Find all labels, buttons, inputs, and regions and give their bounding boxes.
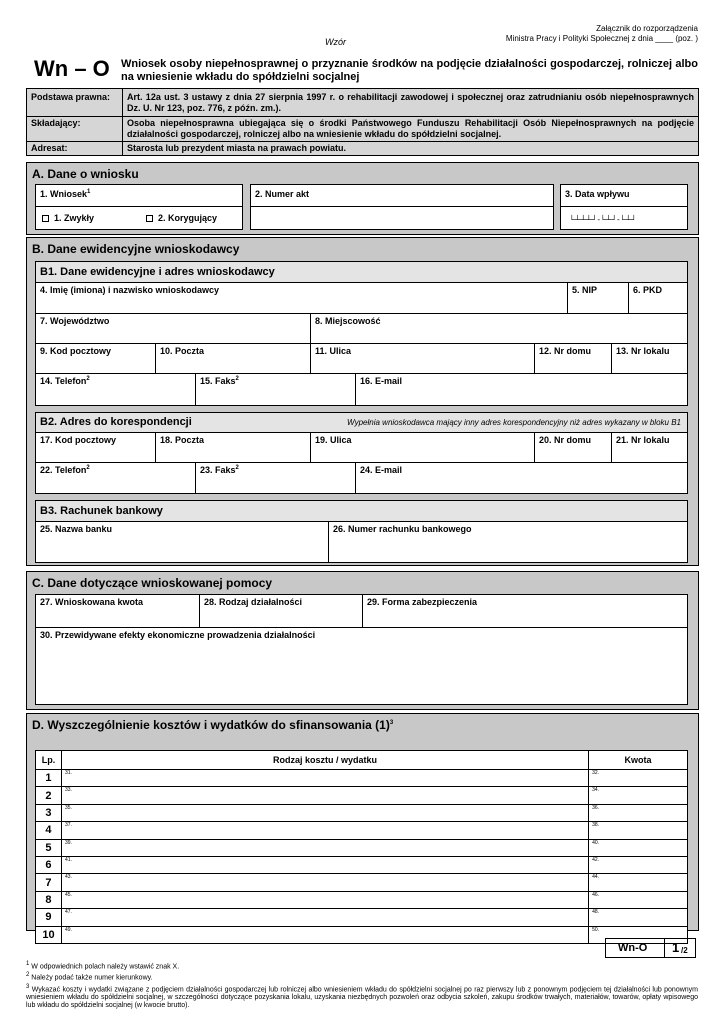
cost-type-cell[interactable]: 37.	[61, 822, 588, 839]
b1-fields	[35, 282, 688, 406]
table-row	[36, 874, 688, 891]
footnote-3-text: Wykazać koszty i wydatki związane z podjęciem działalności gospodarczej lub rolniczej albo wniesieniem wkładu do spółdzielni socjalnej po raz pierwszy lub z ponownym podjęciem tej działalności lub ponownym wniesieniem wkładu do spółdzielni socjalnej, w szczególności dotyczące pozyskania lokalu, uzyskania niezbędnych pozwoleń oraz odbycia szkoleń, zakupu środków trwałych, materiałów, towarów, opłaty wpisowego lub wkładu do spółdzielni socjalnej (w kwocie brutto).	[26, 985, 698, 1009]
footnote-1-text: W odpowiednich polach należy wstawić znak X.	[31, 963, 180, 971]
footnote-ref: 2	[86, 465, 90, 471]
field-6-label: 6. PKD	[633, 285, 663, 295]
b2-header	[35, 412, 688, 433]
field-24-label: 24. E-mail	[360, 465, 403, 475]
section-a-title: A. Dane o wniosku	[32, 167, 139, 181]
nip-field[interactable]	[568, 283, 629, 314]
row-number: 7	[36, 874, 62, 891]
wzor-label: Wzór	[325, 37, 346, 47]
b3-title: B3. Rachunek bankowy	[40, 505, 163, 517]
table-row	[36, 926, 688, 943]
footnote-ref: 2	[235, 376, 239, 382]
row-number: 5	[36, 839, 62, 856]
page-number: 1	[672, 940, 680, 955]
amount-cell[interactable]: 38.	[589, 822, 688, 839]
form-page-box	[605, 938, 696, 958]
footnote-2	[26, 971, 698, 982]
house-number-field[interactable]	[535, 344, 612, 374]
bank-account-field[interactable]	[329, 522, 688, 563]
field-19-label: 19. Ulica	[315, 435, 352, 445]
cost-type-cell[interactable]: 47.	[61, 909, 588, 926]
field-12-label: 12. Nr domu	[539, 346, 592, 356]
option-correcting-label: 2. Korygujący	[158, 213, 218, 223]
field-23-label: 23. Faks	[200, 465, 236, 475]
section-c	[26, 571, 699, 710]
addressee-value: Starosta lub prezydent miasta na prawach powiatu.	[127, 143, 347, 153]
form-code: Wn – O	[34, 56, 110, 81]
cost-type-cell[interactable]: 31.	[61, 770, 588, 787]
addressee-label: Adresat:	[31, 143, 68, 153]
date-mask: └┴┴┴┘-└┴┘-└┴┘	[569, 215, 637, 224]
row-number: 9	[36, 909, 62, 926]
option-regular-label: 1. Zwykły	[54, 213, 95, 223]
field-30-label: 30. Przewidywane efekty ekonomiczne prowadzenia działalności	[40, 630, 316, 640]
amount-cell[interactable]: 36.	[589, 804, 688, 821]
b2-fields	[35, 432, 688, 494]
email-field[interactable]	[356, 374, 688, 406]
field-11-label: 11. Ulica	[315, 346, 352, 356]
collateral-field[interactable]	[363, 595, 688, 628]
row-number: 2	[36, 787, 62, 804]
phone-field[interactable]	[36, 374, 196, 406]
legal-basis-box	[26, 88, 699, 156]
field-16-label: 16. E-mail	[360, 376, 403, 386]
b1-title: B1. Dane ewidencyjne i adres wnioskodawcy	[40, 266, 275, 278]
row-number: 4	[36, 822, 62, 839]
footnotes	[26, 960, 698, 1010]
field-13-label: 13. Nr lokalu	[616, 346, 670, 356]
field-28-label: 28. Rodzaj działalności	[204, 597, 303, 607]
b3-header	[35, 500, 688, 522]
section-b-title: B. Dane ewidencyjne wnioskodawcy	[32, 242, 240, 256]
footnote-ref: 2	[235, 465, 239, 471]
submitter-value: Osoba niepełnosprawna ubiegająca się o środki Państwowego Funduszu Rehabilitacji Osób Niepełnosprawnych na podjęcie działalności gospodarczej, rolniczej albo na wniesienie wkładu do spółdzielni socjalnej.	[127, 118, 694, 139]
field-22-label: 22. Telefon	[40, 465, 87, 475]
checkbox-regular-icon[interactable]	[42, 215, 49, 222]
cost-type-cell[interactable]: 41.	[61, 856, 588, 873]
corr-postal-code-field[interactable]	[36, 433, 156, 463]
table-row	[36, 822, 688, 839]
table-row	[36, 891, 688, 908]
receipt-date-field[interactable]	[560, 184, 688, 230]
corr-phone-field[interactable]	[36, 463, 196, 494]
footnote-ref: 2	[86, 376, 90, 382]
row-number: 8	[36, 891, 62, 908]
post-office-field[interactable]	[156, 344, 311, 374]
cost-type-cell[interactable]: 35.	[61, 804, 588, 821]
amount-cell[interactable]: 32.	[589, 770, 688, 787]
annex-line-1: Załącznik do rozporządzenia	[596, 24, 698, 33]
locality-field[interactable]	[311, 314, 688, 344]
option-correcting[interactable]	[146, 213, 217, 223]
b1-header	[35, 261, 688, 283]
bank-name-field[interactable]	[36, 522, 329, 563]
field-9-label: 9. Kod pocztowy	[40, 346, 112, 356]
field-27-label: 27. Wnioskowana kwota	[40, 597, 144, 607]
amount-cell[interactable]: 42.	[589, 856, 688, 873]
costs-table	[35, 750, 688, 944]
table-row	[36, 787, 688, 804]
checkbox-correcting-icon[interactable]	[146, 215, 153, 222]
b2-title: B2. Adres do korespondencji	[40, 416, 192, 428]
submitter-label: Składający:	[31, 118, 81, 128]
b2-note: Wypełnia wnioskodawca mający inny adres korespondencyjny niż adres wykazany w bloku B1	[347, 418, 681, 427]
field-25-label: 25. Nazwa banku	[40, 524, 113, 534]
footnote-3	[26, 983, 698, 1010]
row-number: 10	[36, 926, 62, 943]
amount-cell[interactable]: 48.	[589, 909, 688, 926]
option-regular[interactable]	[42, 213, 94, 223]
corr-post-office-field[interactable]	[156, 433, 311, 463]
field-3-label: 3. Data wpływu	[565, 189, 630, 199]
amount-cell[interactable]: 50.	[589, 926, 688, 943]
fax-field[interactable]	[196, 374, 356, 406]
field-29-label: 29. Forma zabezpieczenia	[367, 597, 478, 607]
section-b	[26, 237, 699, 566]
footnote-1	[26, 960, 698, 971]
field-2-label: 2. Numer akt	[255, 189, 310, 199]
cost-type-cell[interactable]: 39.	[61, 839, 588, 856]
row-number: 3	[36, 804, 62, 821]
apartment-number-field[interactable]	[612, 344, 688, 374]
cost-type-cell[interactable]: 33.	[61, 787, 588, 804]
field-1-label: 1. Wniosek	[40, 189, 88, 199]
cost-type-cell[interactable]: 49.	[61, 926, 588, 943]
col-lp: Lp.	[36, 751, 62, 770]
annex-line-2: Ministra Pracy i Polityki Społecznej z dnia ____ (poz. )	[505, 34, 698, 43]
col-cost-type: Rodzaj kosztu / wydatku	[61, 751, 588, 770]
page-total: /2	[681, 946, 688, 955]
economic-effects-field[interactable]	[36, 628, 688, 705]
b3-fields	[35, 521, 688, 563]
amount-cell[interactable]: 34.	[589, 787, 688, 804]
footnote-ref: 3	[389, 720, 394, 726]
field-4-label: 4. Imię (imiona) i nazwisko wnioskodawcy	[40, 285, 220, 295]
col-amount: Kwota	[589, 751, 688, 770]
field-26-label: 26. Numer rachunku bankowego	[333, 524, 472, 534]
legal-basis-label: Podstawa prawna:	[31, 92, 111, 102]
footnote-ref: 1	[87, 189, 91, 195]
corr-street-field[interactable]	[311, 433, 535, 463]
table-row	[36, 839, 688, 856]
corr-house-number-field[interactable]	[535, 433, 612, 463]
footnote-2-num: 2	[26, 972, 30, 979]
pkd-field[interactable]	[629, 283, 688, 314]
field-8-label: 8. Miejscowość	[315, 316, 381, 326]
form-title: Wniosek osoby niepełnosprawnej o przyznanie środków na podjęcie działalności gospodarczej, rolniczej albo na wniesienie wkładu do spółdzielni socjalnej	[121, 58, 698, 83]
table-row	[36, 804, 688, 821]
field-10-label: 10. Poczta	[160, 346, 205, 356]
footnote-2-text: Należy podać także numer kierunkowy.	[31, 974, 153, 982]
cost-type-cell[interactable]: 43.	[61, 874, 588, 891]
legal-basis-value: Art. 12a ust. 3 ustawy z dnia 27 sierpnia 1997 r. o rehabilitacji zawodowej i społecznej oraz zatrudnianiu osób niepełnosprawnych Dz. U. Nr 123, poz. 776, z późn. zm.).	[127, 92, 694, 113]
field-14-label: 14. Telefon	[40, 376, 87, 386]
section-d	[26, 713, 699, 941]
voivodeship-field[interactable]	[36, 314, 311, 344]
business-type-field[interactable]	[200, 595, 363, 628]
corr-fax-field[interactable]	[196, 463, 356, 494]
application-type-field	[35, 184, 243, 230]
row-number: 6	[36, 856, 62, 873]
section-d-title: D. Wyszczególnienie kosztów i wydatków do sfinansowania (1)	[32, 718, 390, 732]
full-name-field[interactable]	[36, 283, 568, 314]
c-fields	[35, 594, 688, 705]
corr-apartment-number-field[interactable]	[612, 433, 688, 463]
field-20-label: 20. Nr domu	[539, 435, 592, 445]
field-15-label: 15. Faks	[200, 376, 236, 386]
field-18-label: 18. Poczta	[160, 435, 205, 445]
corr-email-field[interactable]	[356, 463, 688, 494]
postal-code-field[interactable]	[36, 344, 156, 374]
street-field[interactable]	[311, 344, 535, 374]
requested-amount-field[interactable]	[36, 595, 200, 628]
table-row	[36, 909, 688, 926]
field-5-label: 5. NIP	[572, 285, 598, 295]
table-row	[36, 770, 688, 787]
section-c-title: C. Dane dotyczące wnioskowanej pomocy	[32, 576, 273, 590]
field-21-label: 21. Nr lokalu	[616, 435, 670, 445]
costs-table-header	[36, 751, 688, 770]
file-number-field[interactable]	[250, 184, 554, 230]
field-17-label: 17. Kod pocztowy	[40, 435, 117, 445]
section-a	[26, 162, 699, 235]
amount-cell[interactable]: 44.	[589, 874, 688, 891]
amount-cell[interactable]: 46.	[589, 891, 688, 908]
row-number: 1	[36, 770, 62, 787]
footnote-1-num: 1	[26, 961, 30, 967]
footnote-3-num: 3	[26, 983, 30, 990]
annex-note	[506, 24, 698, 44]
amount-cell[interactable]: 40.	[589, 839, 688, 856]
field-7-label: 7. Województwo	[40, 316, 110, 326]
footer-form-code: Wn-O	[618, 942, 648, 954]
table-row	[36, 856, 688, 873]
cost-type-cell[interactable]: 45.	[61, 891, 588, 908]
